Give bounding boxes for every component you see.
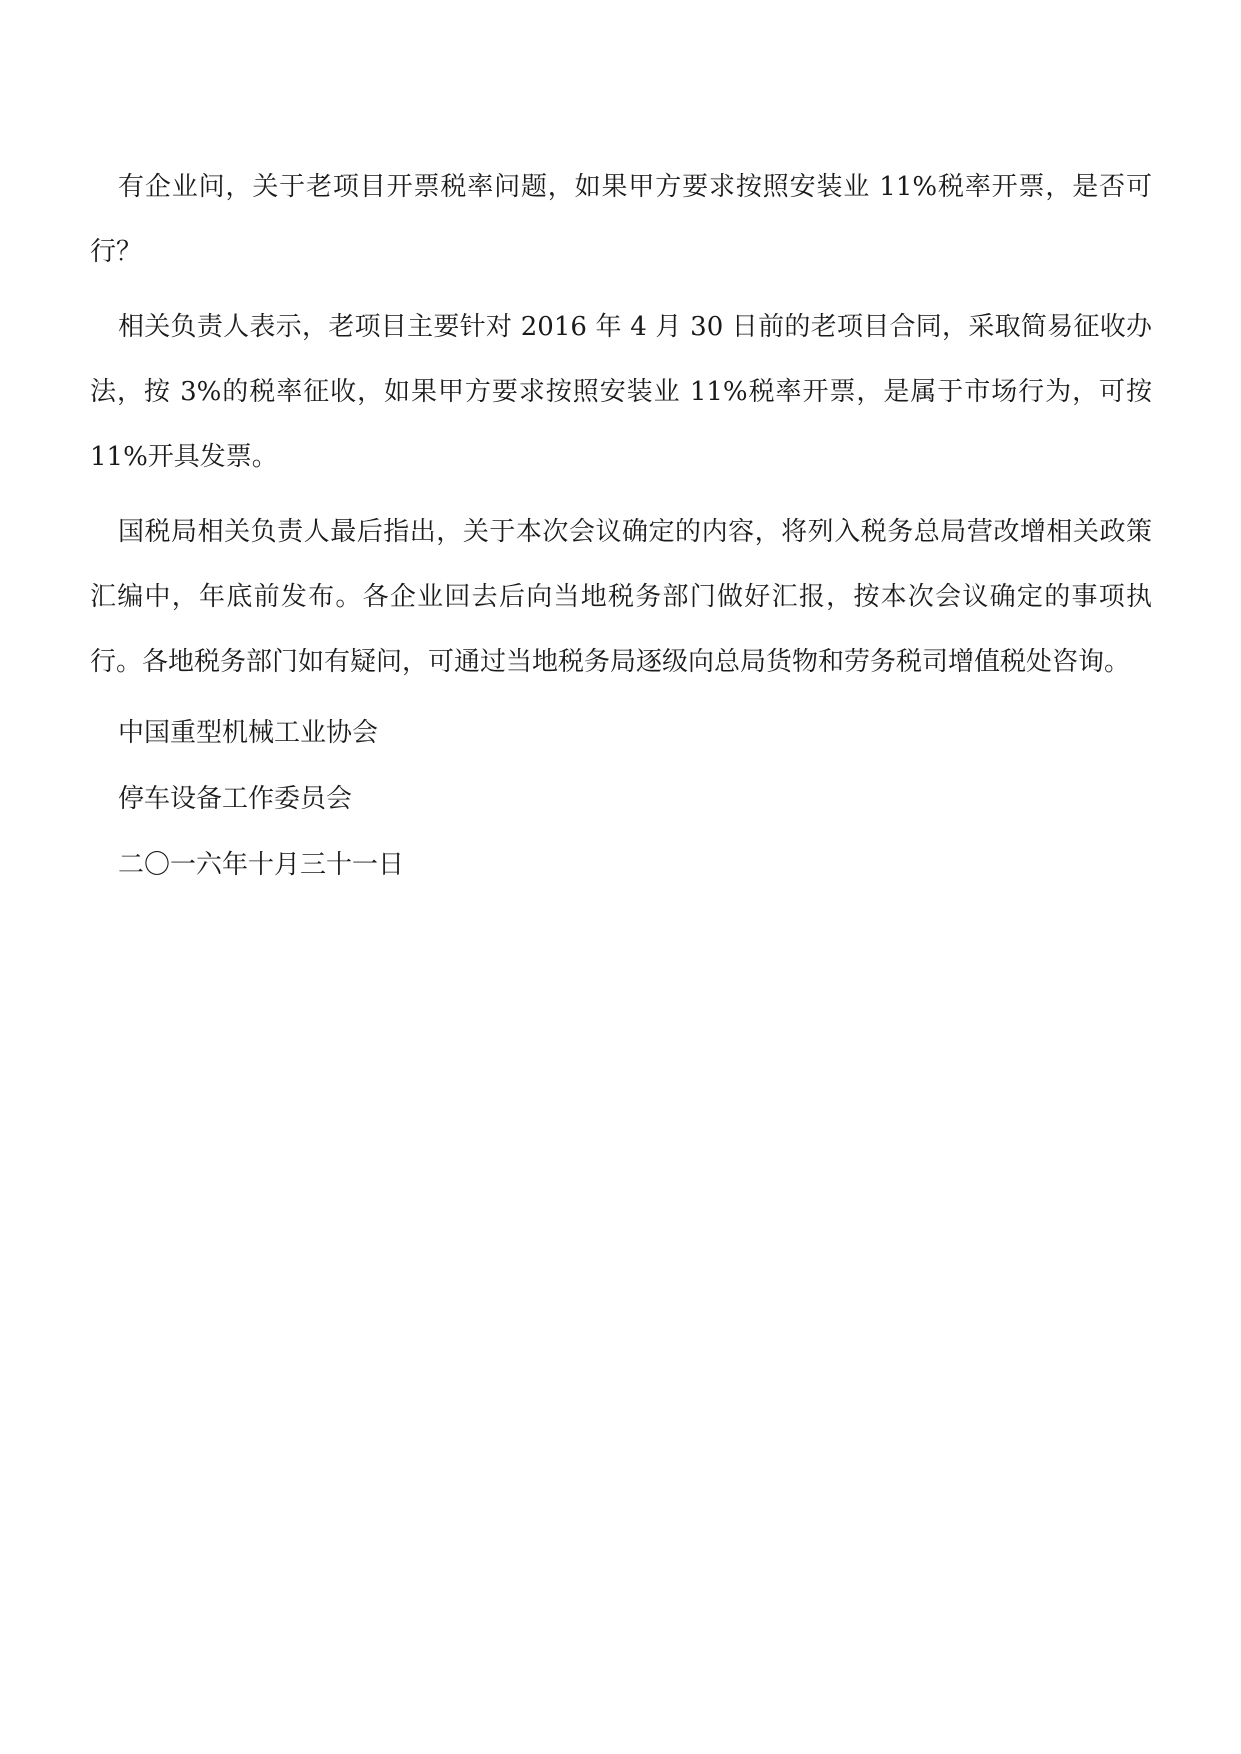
paragraph-conclusion: 国税局相关负责人最后指出，关于本次会议确定的内容，将列入税务总局营改增相关政策汇编中，年底前发布。各企业回去后向当地税务部门做好汇报，按本次会议确定的事项执行。各地税务部门如有疑问，可通过当地税务局逐级向总局货物和劳务税司增值税处咨询。	[90, 517, 1152, 677]
document-body	[90, 155, 1152, 903]
signature-organization: 中国重型机械工业协会	[118, 718, 379, 748]
signature-date: 二〇一六年十月三十一日	[118, 850, 405, 880]
paragraph-answer: 相关负责人表示，老项目主要针对 2016 年 4 月 30 日前的老项目合同，采取简易征收办法，按 3%的税率征收，如果甲方要求按照安装业 11%税率开票，是属于市场行为，可按 11%开具发票。	[90, 312, 1152, 472]
paragraph-question: 有企业问，关于老项目开票税率问题，如果甲方要求按照安装业 11%税率开票，是否可行？	[90, 172, 1152, 267]
signature-committee: 停车设备工作委员会	[118, 784, 353, 814]
